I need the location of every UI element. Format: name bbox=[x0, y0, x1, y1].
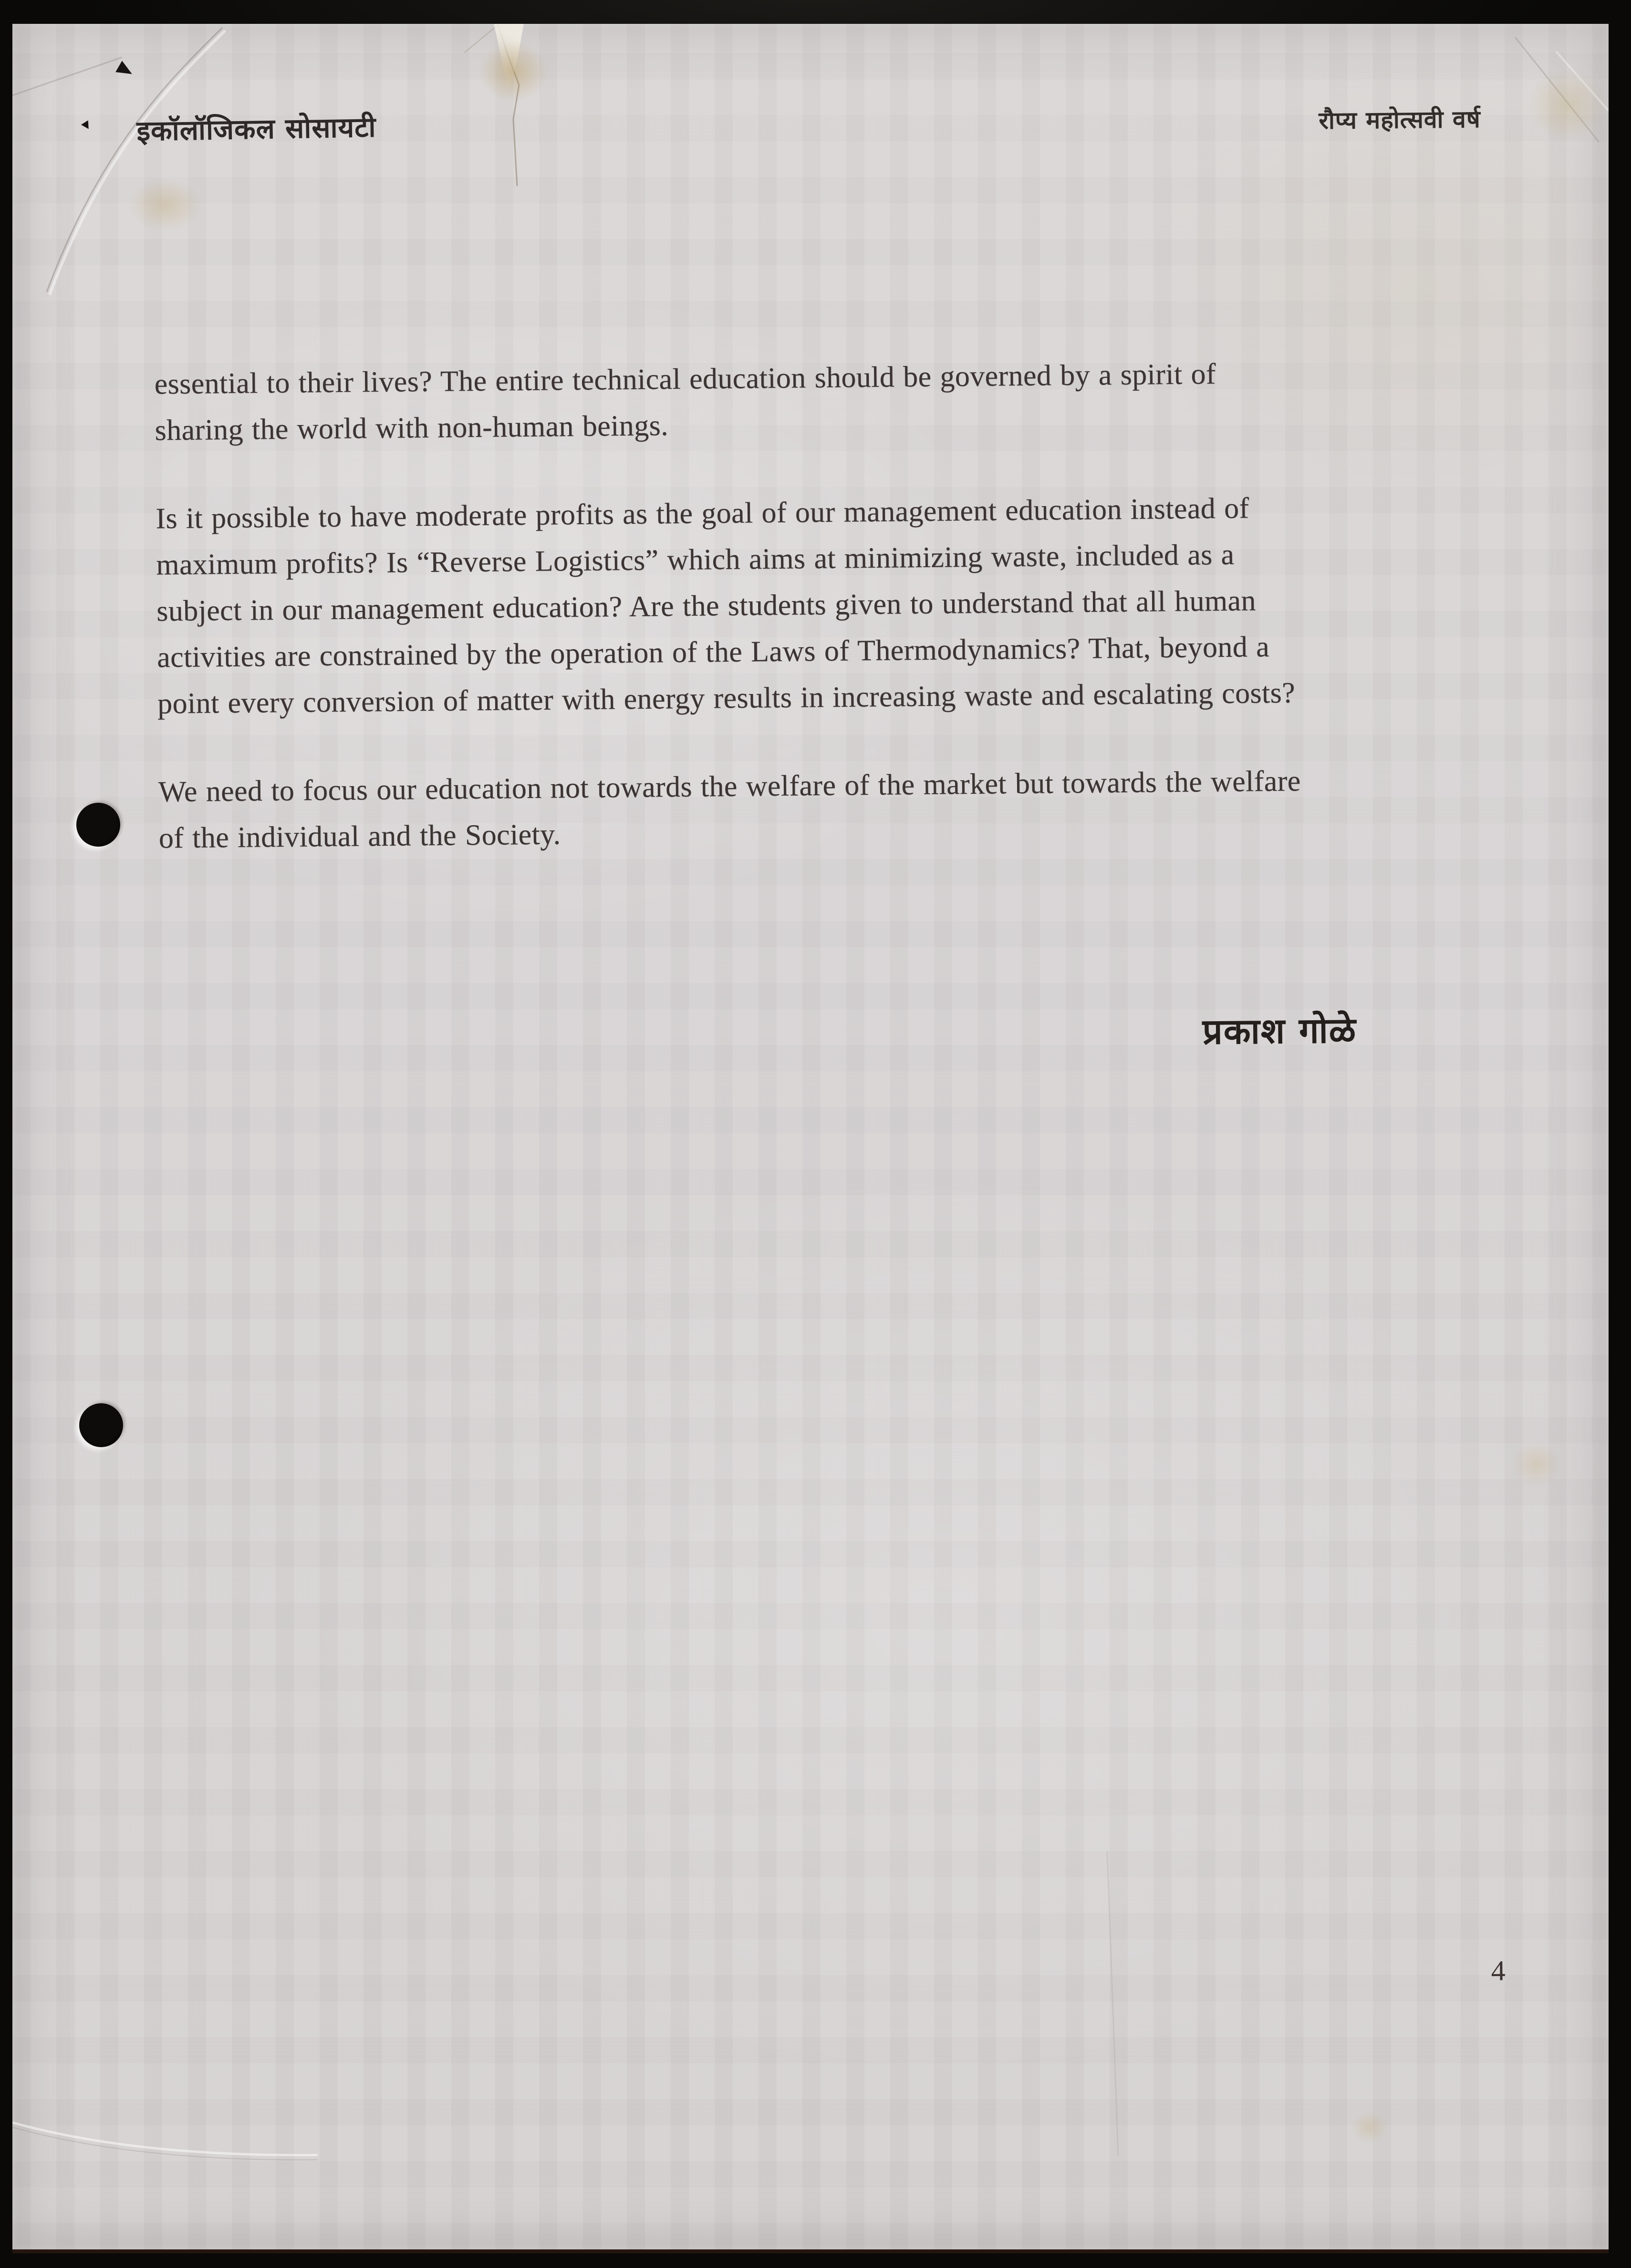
text-line: activities are constrained by the operation of the Laws of Thermodynamics? That, beyond a bbox=[156, 631, 1270, 674]
body-text bbox=[154, 348, 1524, 903]
scanned-page bbox=[12, 24, 1609, 2249]
page-number: 4 bbox=[1491, 1955, 1506, 1987]
text-line: of the individual and the Society. bbox=[158, 818, 561, 855]
text-line: sharing the world with non-human beings. bbox=[155, 409, 669, 447]
paragraph bbox=[156, 483, 1522, 727]
text-line: We need to focus our education not towards the welfare of the market but towards the welfare bbox=[158, 765, 1301, 808]
text-line: maximum profits? Is “Reverse Logistics” which aims at minimizing waste, included as a bbox=[156, 538, 1235, 581]
paragraph bbox=[158, 756, 1523, 861]
letterhead-org-name: इकॉलॉजिकल सोसायटी bbox=[136, 111, 376, 147]
pen-mark-icon: ▶ bbox=[114, 56, 138, 82]
letterhead-right-note: रौप्य महोत्सवी वर्ष bbox=[1319, 105, 1481, 135]
pen-mark-icon: ▸ bbox=[77, 116, 99, 134]
paragraph bbox=[154, 348, 1519, 454]
text-line: point every conversion of matter with energy results in increasing waste and escalating costs? bbox=[157, 676, 1296, 720]
text-line: essential to their lives? The entire technical education should be governed by a spirit of bbox=[154, 358, 1216, 401]
text-line: Is it possible to have moderate profits as the goal of our management education instead of bbox=[156, 492, 1249, 535]
signature-name: प्रकाश गोळे bbox=[1202, 1010, 1357, 1053]
page-content bbox=[7, 16, 1625, 2257]
text-line: subject in our management education? Are the students given to understand that all human bbox=[156, 584, 1257, 628]
